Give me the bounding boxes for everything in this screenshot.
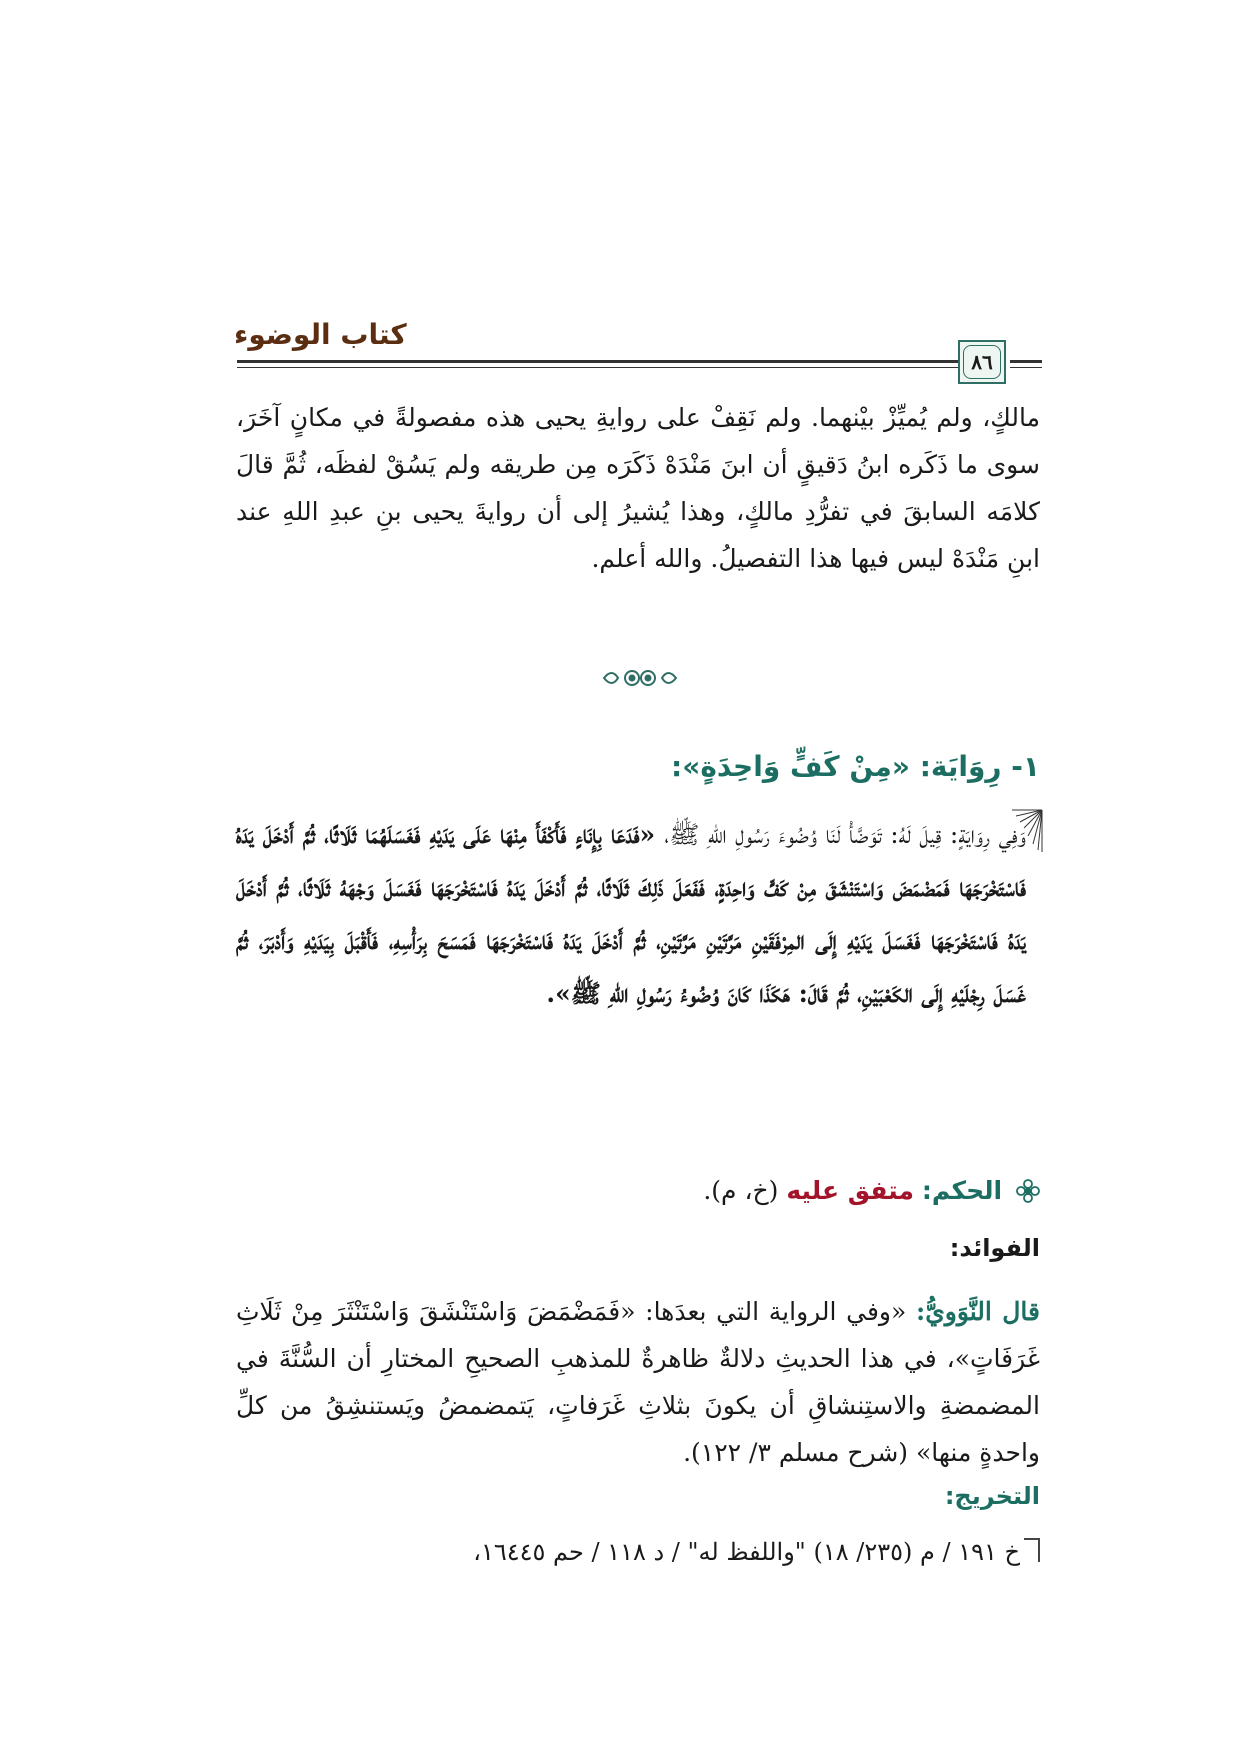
section-title: ١- رِوَايَة: «مِنْ كَفٍّ وَاحِدَةٍ»: [671,750,1040,783]
header-rule-thin [237,367,958,368]
intro-paragraph: مالكٍ، ولم يُميِّزْ بيْنهما. ولم نَقِفْ على روايةِ يحيى هذه مفصولةً في مكانٍ آخَرَ، سوى ما ذَكَره ابنُ دَقيقٍ أن ابنَ مَنْدَهْ ذَكَرَه مِن طريقه ولم يَسُقْ لفظَه، ثُمَّ قالَ كلامَه السابقَ في تفرُّدِ مالكٍ، وهذا يُشيرُ إلى أن روايةَ يحيى بنِ عبدِ اللهِ عند ابنِ مَنْدَهْ ليس فيها هذا التفصيلُ. والله أعلم. [236,403,1040,573]
takhrij-references [236,1538,1040,1566]
nawawi-speaker: قال النَّوَويُّ: [915,1297,1041,1326]
floral-divider-icon [600,664,680,692]
header-rule-right-thin [1010,367,1042,368]
hukm-line [236,1176,1040,1205]
header-rule-right [1010,360,1042,363]
hadith-block [236,808,1026,1020]
hadith-intro: وَفِي رِوَايَةٍ: قِيلَ لَهُ: تَوَضَّأْ لَنَا وُضُوءَ رَسُولِ اللهِ ﷺ، [664,820,1026,849]
hukm-source: (خ، م). [703,1176,779,1205]
corner-bracket-icon [1024,1538,1040,1562]
fawaid-heading: الفوائد: [949,1234,1040,1262]
hukm-label: الحكم: [921,1176,1003,1205]
nawawi-text: «وفي الرواية التي بعدَها: «فَمَضْمَضَ وَاسْتَنْشَقَ وَاسْتَنْثَرَ مِنْ ثَلَاثِ غَرَفَاتٍ»، في هذا الحديثِ دلالةٌ ظاهرةٌ للمذهبِ الصحيحِ المختارِ أن السُّنَّةَ في المضمضةِ والاستِنشاقِ أن يكونَ بثلاثِ غَرَفاتٍ، يَتمضمضُ ويَستنشِقُ من كلِّ واحدةٍ منها» (شرح مسلم ٣/ ١٢٢). [236,1297,1040,1467]
hukm-value: متفق عليه [786,1176,914,1205]
header-rule [237,360,958,363]
book-title: كتاب الوضوء [234,318,407,351]
flower-icon [1016,1179,1040,1203]
takhrij-refs-text: خ ١٩١ / م (٢٣٥/ ١٨) "واللفظ له" / د ١١٨ / حم ١٦٤٤٥، [473,1538,1020,1566]
page-number: ٨٦ [963,345,1001,379]
nawawi-paragraph [236,1288,1040,1476]
takhrij-heading: التخريج: [944,1482,1040,1510]
page-number-frame [958,340,1006,384]
hadith-text: «فَدَعَا بِإِنَاءٍ فَأَكْفَأَ مِنْهَا عَلَى يَدَيْهِ فَغَسَلَهُمَا ثَلَاثًا، ثُمَّ أَدْخَلَ يَدَهُ فَاسْتَخْرَجَهَا فَمَضْمَضَ وَاسْتَنْشَقَ مِنْ كَفٍّ وَاحِدَةٍ، فَفَعَلَ ذَلِكَ ثَلَاثًا، ثُمَّ أَدْخَلَ يَدَهُ فَاسْتَخْرَجَهَا فَغَسَلَ وَجْهَهُ ثَلَاثًا، ثُمَّ أَدْخَلَ يَدَهُ فَاسْتَخْرَجَهَا فَغَسَلَ يَدَيْهِ إِلَى المِرْفَقَيْنِ مَرَّتَيْنِ مَرَّتَيْنِ، ثُمَّ أَدْخَلَ يَدَهُ فَاسْتَخْرَجَهَا فَمَسَحَ بِرَأْسِهِ، فَأَقْبَلَ بِيَدَيْهِ وَأَدْبَرَ، ثُمَّ غَسَلَ رِجْلَيْهِ إِلَى الكَعْبَيْنِ، ثُمَّ قَالَ: هَكَذَا كَانَ وُضُوءُ رَسُولِ اللهِ ﷺ». [236,820,1026,1008]
